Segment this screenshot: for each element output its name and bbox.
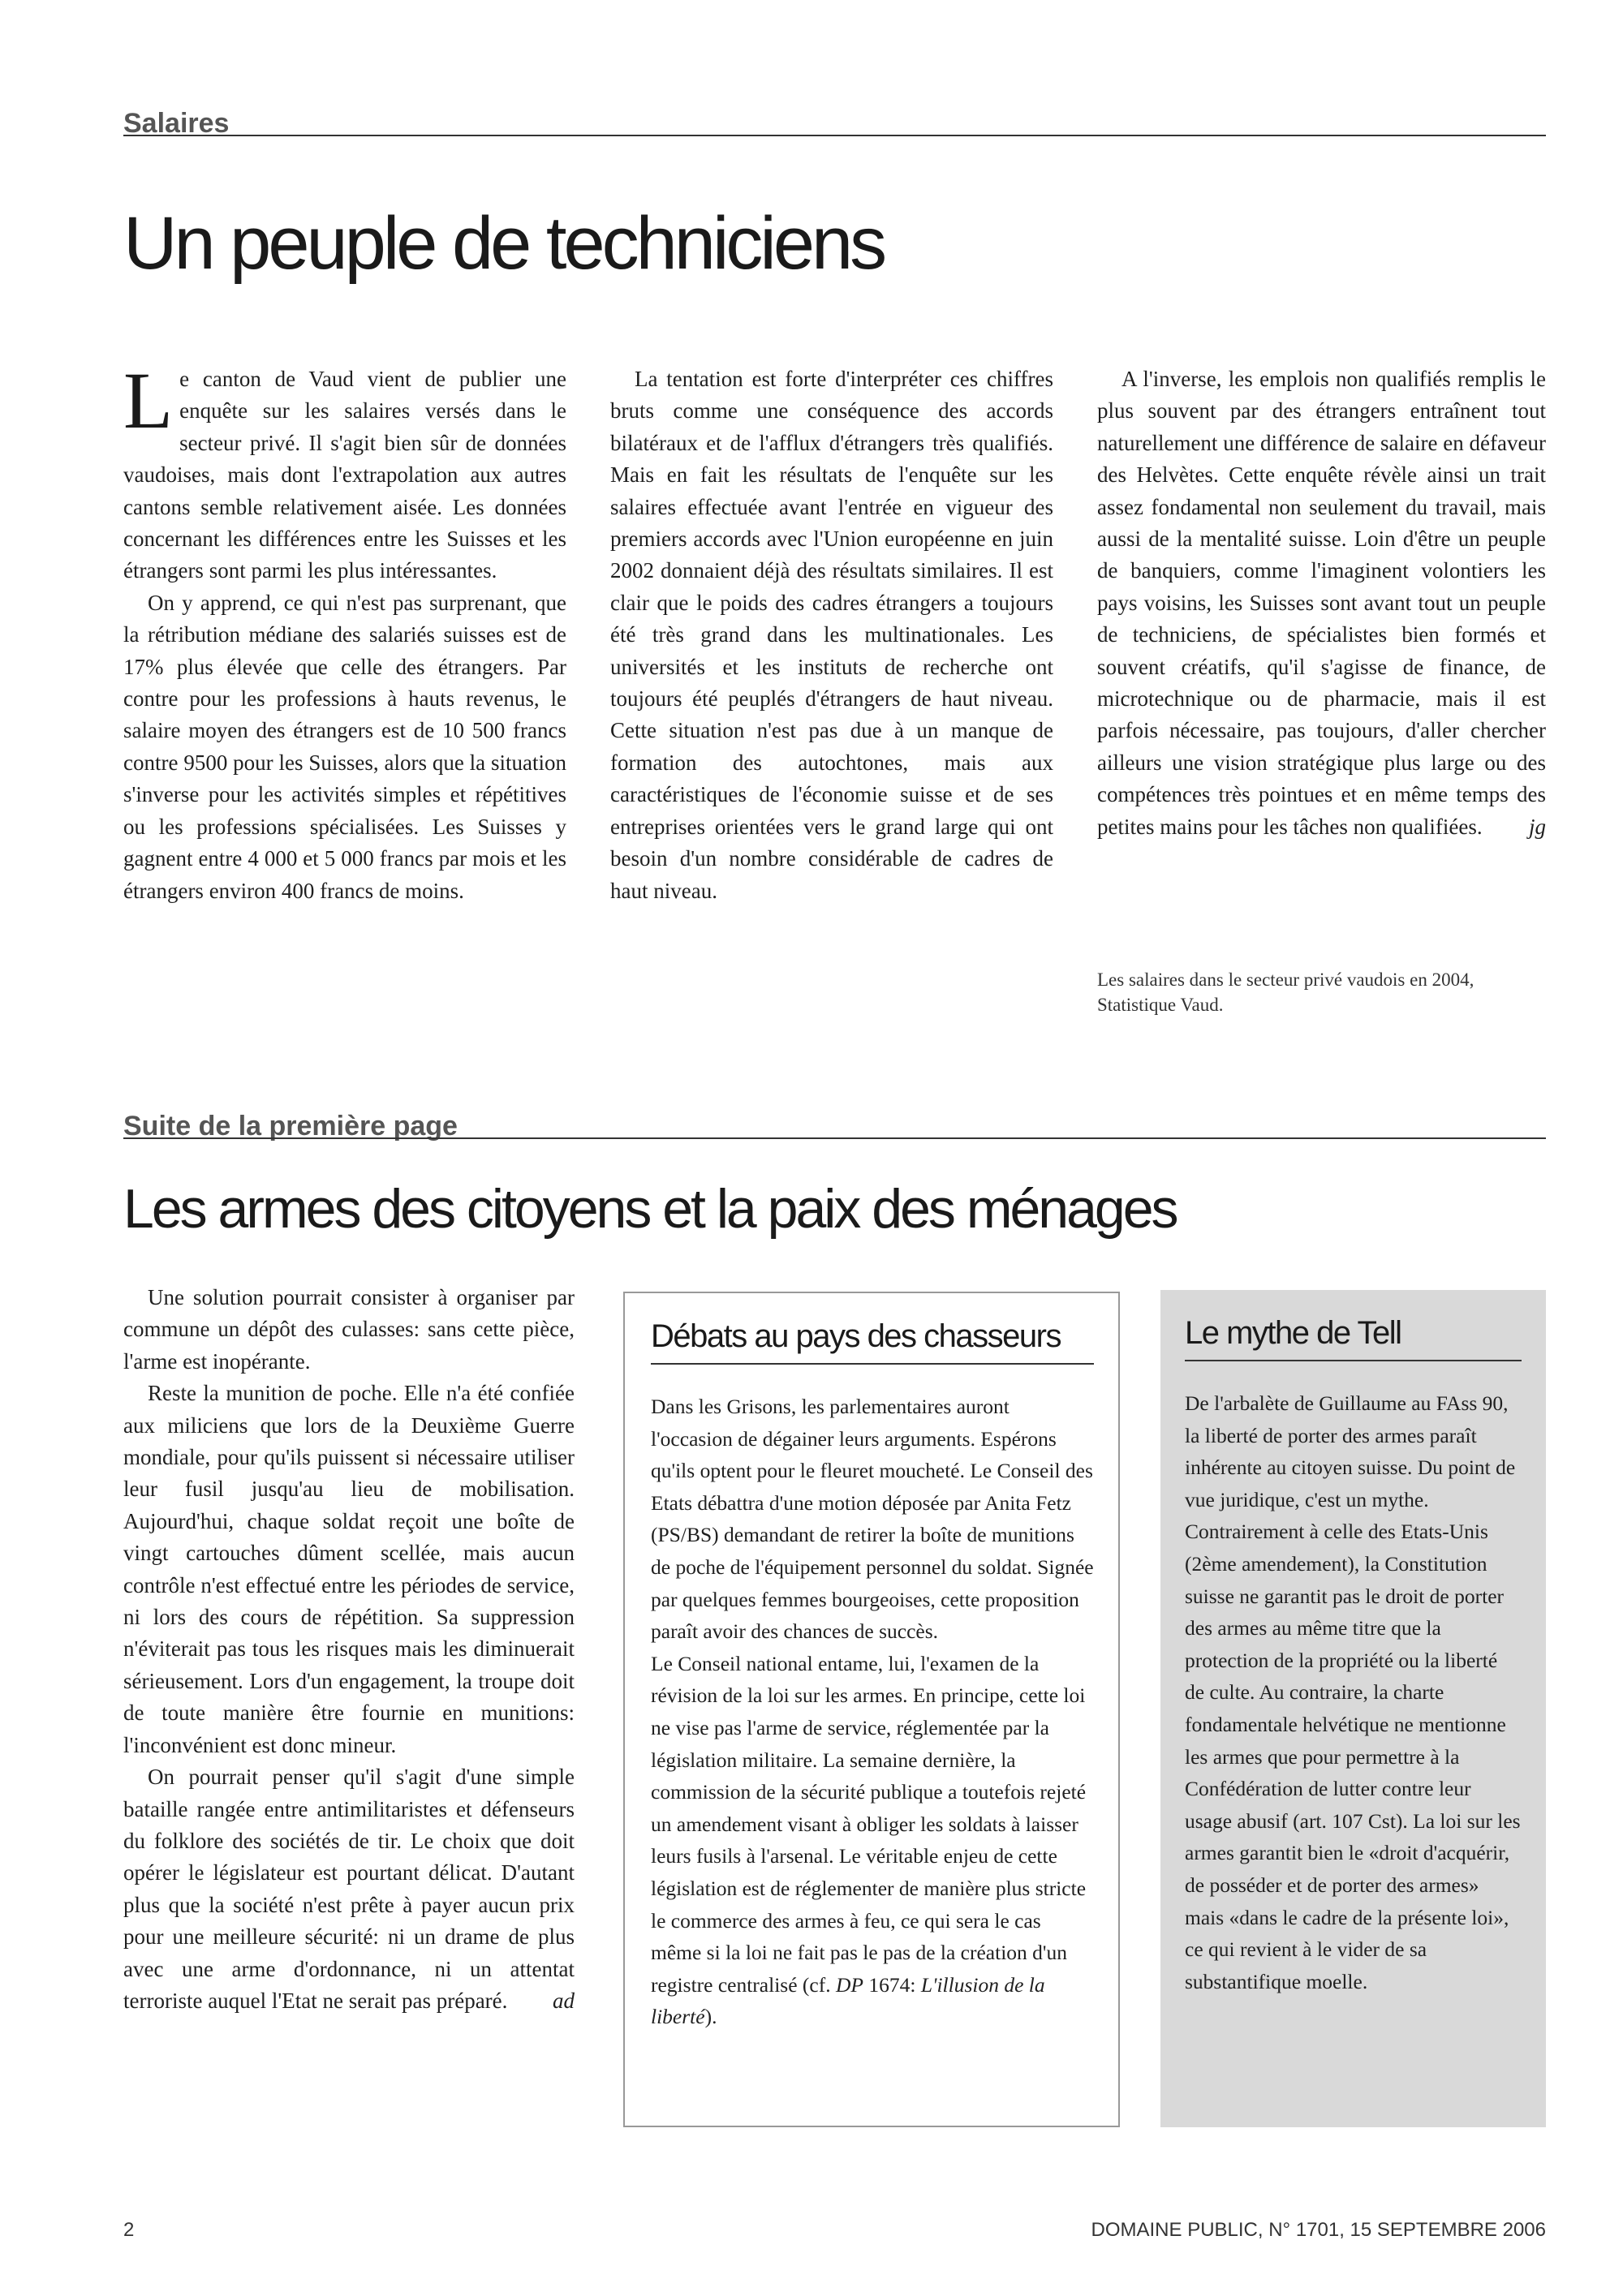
- reference: DP: [835, 1972, 863, 1997]
- paragraph: Une solution pourrait consister à organiser par commune un dépôt des culasses: sans cette pièce, l'arme est inopérante.: [123, 1285, 575, 1374]
- section-label-suite: Suite de la première page: [123, 1111, 458, 1142]
- sidebar-box-chasseurs: [623, 1292, 1120, 2127]
- sidebar-box-tell: [1160, 1290, 1546, 2127]
- paragraph: A l'inverse, les emplois non qualifiés remplis le plus souvent par des étrangers entraînent tout naturellement une différence de salaire en défaveur des Helvètes. Cette enquête révèle ainsi un trait assez fondamental non seulement du travail, mais aussi de la mentalité suisse. Loin d'être un peuple de banquiers, comme l'imaginent volontiers les pays voisins, les Suisses sont avant tout un peuple de techniciens, de spécialistes bien formés et souvent créatifs, qu'il s'agisse de finance, de microtechnique ou de pharmacie, mais il est parfois nécessaire, pas toujours, d'aller chercher ailleurs une vision stratégique plus large ou des compétences très pointues et en même temps des petites mains pour les tâches non qualifiées.: [1097, 367, 1546, 839]
- article-title-armes: Les armes des citoyens et la paix des ménages: [123, 1178, 1177, 1240]
- section-label-salaires: Salaires: [123, 108, 230, 139]
- page-number: 2: [123, 2219, 135, 2241]
- box-title: Débats au pays des chasseurs: [651, 1316, 1094, 1365]
- article-column-3: [1097, 363, 1546, 843]
- box-body: [651, 1391, 1094, 2033]
- caption-line: Les salaires dans le secteur privé vaudois en 2004,: [1097, 970, 1474, 990]
- caption-line: Statistique Vaud.: [1097, 995, 1224, 1015]
- author-signature: jg: [1528, 814, 1546, 839]
- paragraph: e canton de Vaud vient de publier une enquête sur les salaires versés dans le secteur privé. Il s'agit bien sûr de données vaudoises, mais dont l'extrapolation aux autres cantons semble relativement aisée. Les données concernant les différences entre les Suisses et les étrangers sont parmi les plus intéressantes.: [123, 367, 566, 583]
- author-signature: ad: [553, 1988, 575, 2013]
- paragraph: Dans les Grisons, les parlementaires auront l'occasion de dégainer leurs arguments. Espérons qu'ils optent pour le fleuret moucheté. Le Conseil des Etats débattra d'une motion déposée par Anita Fetz (PS/BS) demandant de retirer la boîte de munitions de poche de l'équipement personnel du soldat. Signée par quelques femmes bourgeoises, cette proposition paraît avoir des chances de succès.: [651, 1395, 1094, 1644]
- publication-info: DOMAINE PUBLIC, N° 1701, 15 SEPTEMBRE 2006: [1091, 2219, 1546, 2241]
- figure-caption: [1097, 967, 1546, 1017]
- box-title: Le mythe de Tell: [1185, 1313, 1522, 1361]
- article-column-armes: [123, 1282, 575, 2017]
- article-column-2: [610, 363, 1053, 907]
- drop-cap: L: [123, 355, 174, 445]
- paragraph: On y apprend, ce qui n'est pas surprenant, que la rétribution médiane des salariés suisses est de 17% plus élevée que celle des étrangers. Par contre pour les professions à hauts revenus, le salaire moyen des étrangers est de 10 500 francs contre 9500 pour les Suisses, alors que la situation s'inverse pour les activités simples et répétitives ou les professions spécialisées. Les Suisses y gagnent entre 4 000 et 5 000 francs par mois et les étrangers environ 400 francs de moins.: [123, 590, 566, 903]
- section-rule: [123, 1137, 1546, 1139]
- paragraph: La tentation est forte d'interpréter ces chiffres bruts comme une conséquence des accords bilatéraux et de l'afflux d'étrangers très qualifiés. Mais en fait les résultats de l'enquête sur les salaires effectuée avant l'entrée en vigueur des premiers accords avec l'Union européenne en juin 2002 donnaient déjà des résultats similaires. Il est clair que le poids des cadres étrangers a toujours été très grand dans les multinationales. Les universités et les instituts de recherche ont toujours été peuplés d'étrangers de haut niveau. Cette situation n'est pas due à un manque de formation des autochtones, mais aux caractéristiques de l'économie suisse et de ses entreprises orientées vers le grand large qui ont besoin d'un nombre considérable de cadres de haut niveau.: [610, 367, 1053, 903]
- reference-title: L'illusion de la liberté: [651, 1972, 1045, 2029]
- paragraph: Le Conseil national entame, lui, l'examen de la révision de la loi sur les armes. En principe, cette loi ne vise pas l'arme de service, réglementée par la législation militaire. La semaine dernière, la commission de la sécurité publique a toutefois rejeté un amendement visant à obliger les soldats à laisser leurs fusils à l'arsenal. Le véritable enjeu de cette législation est de réglementer de manière plus stricte le commerce des armes à feu, ce qui sera le cas même si la loi ne fait pas le pas de la création d'un registre centralisé (cf. DP 1674: L'illusion de la liberté).: [651, 1651, 1087, 2029]
- paragraph: Reste la munition de poche. Elle n'a été confiée aux miliciens que lors de la Deuxième Guerre mondiale, pour qu'ils puissent si nécessaire utiliser leur fusil jusqu'au lieu de mobilisation. Aujourd'hui, chaque soldat reçoit une boîte de vingt cartouches dûment scellée, mais aucun contrôle n'est effectué entre les périodes de service, ni lors des cours de répétition. Sa suppression n'éviterait pas tous les risques mais les diminuerait sérieusement. Lors d'un engagement, la troupe doit de toute manière être fournie en munitions: l'inconvénient est donc mineur.: [123, 1381, 575, 1757]
- paragraph: On pourrait penser qu'il s'agit d'une simple bataille rangée entre antimilitaristes et défenseurs du folklore des sociétés de tir. Le choix que doit opérer le législateur est pourtant délicat. D'autant plus que la société n'est prête à payer aucun prix pour une meilleure sécurité: ni un drame de plus avec une arme d'ordonnance, ni un attentat terroriste auquel l'Etat ne serait pas préparé.: [123, 1765, 575, 2013]
- article-column-1: [123, 355, 566, 907]
- section-rule: [123, 135, 1546, 136]
- article-title-techniciens: Un peuple de techniciens: [123, 202, 885, 285]
- box-body: De l'arbalète de Guillaume au FAss 90, la liberté de porter des armes paraît inhérente au citoyen suisse. Du point de vue juridique, c'est un mythe. Contrairement à celle des Etats-Unis (2ème amendement), la Constitution suisse ne garantit pas le droit de porter des armes au même titre que la protection de la propriété ou la liberté de culte. Au contraire, la charte fondamentale helvétique ne mentionne les armes que pour permettre à la Confédération de lutter contre leur usage abusif (art. 107 Cst). La loi sur les armes garantit bien le «droit d'acquérir, de posséder et de porter des armes» mais «dans le cadre de la présente loi», ce qui revient à le vider de sa substantifique moelle.: [1185, 1391, 1521, 1993]
